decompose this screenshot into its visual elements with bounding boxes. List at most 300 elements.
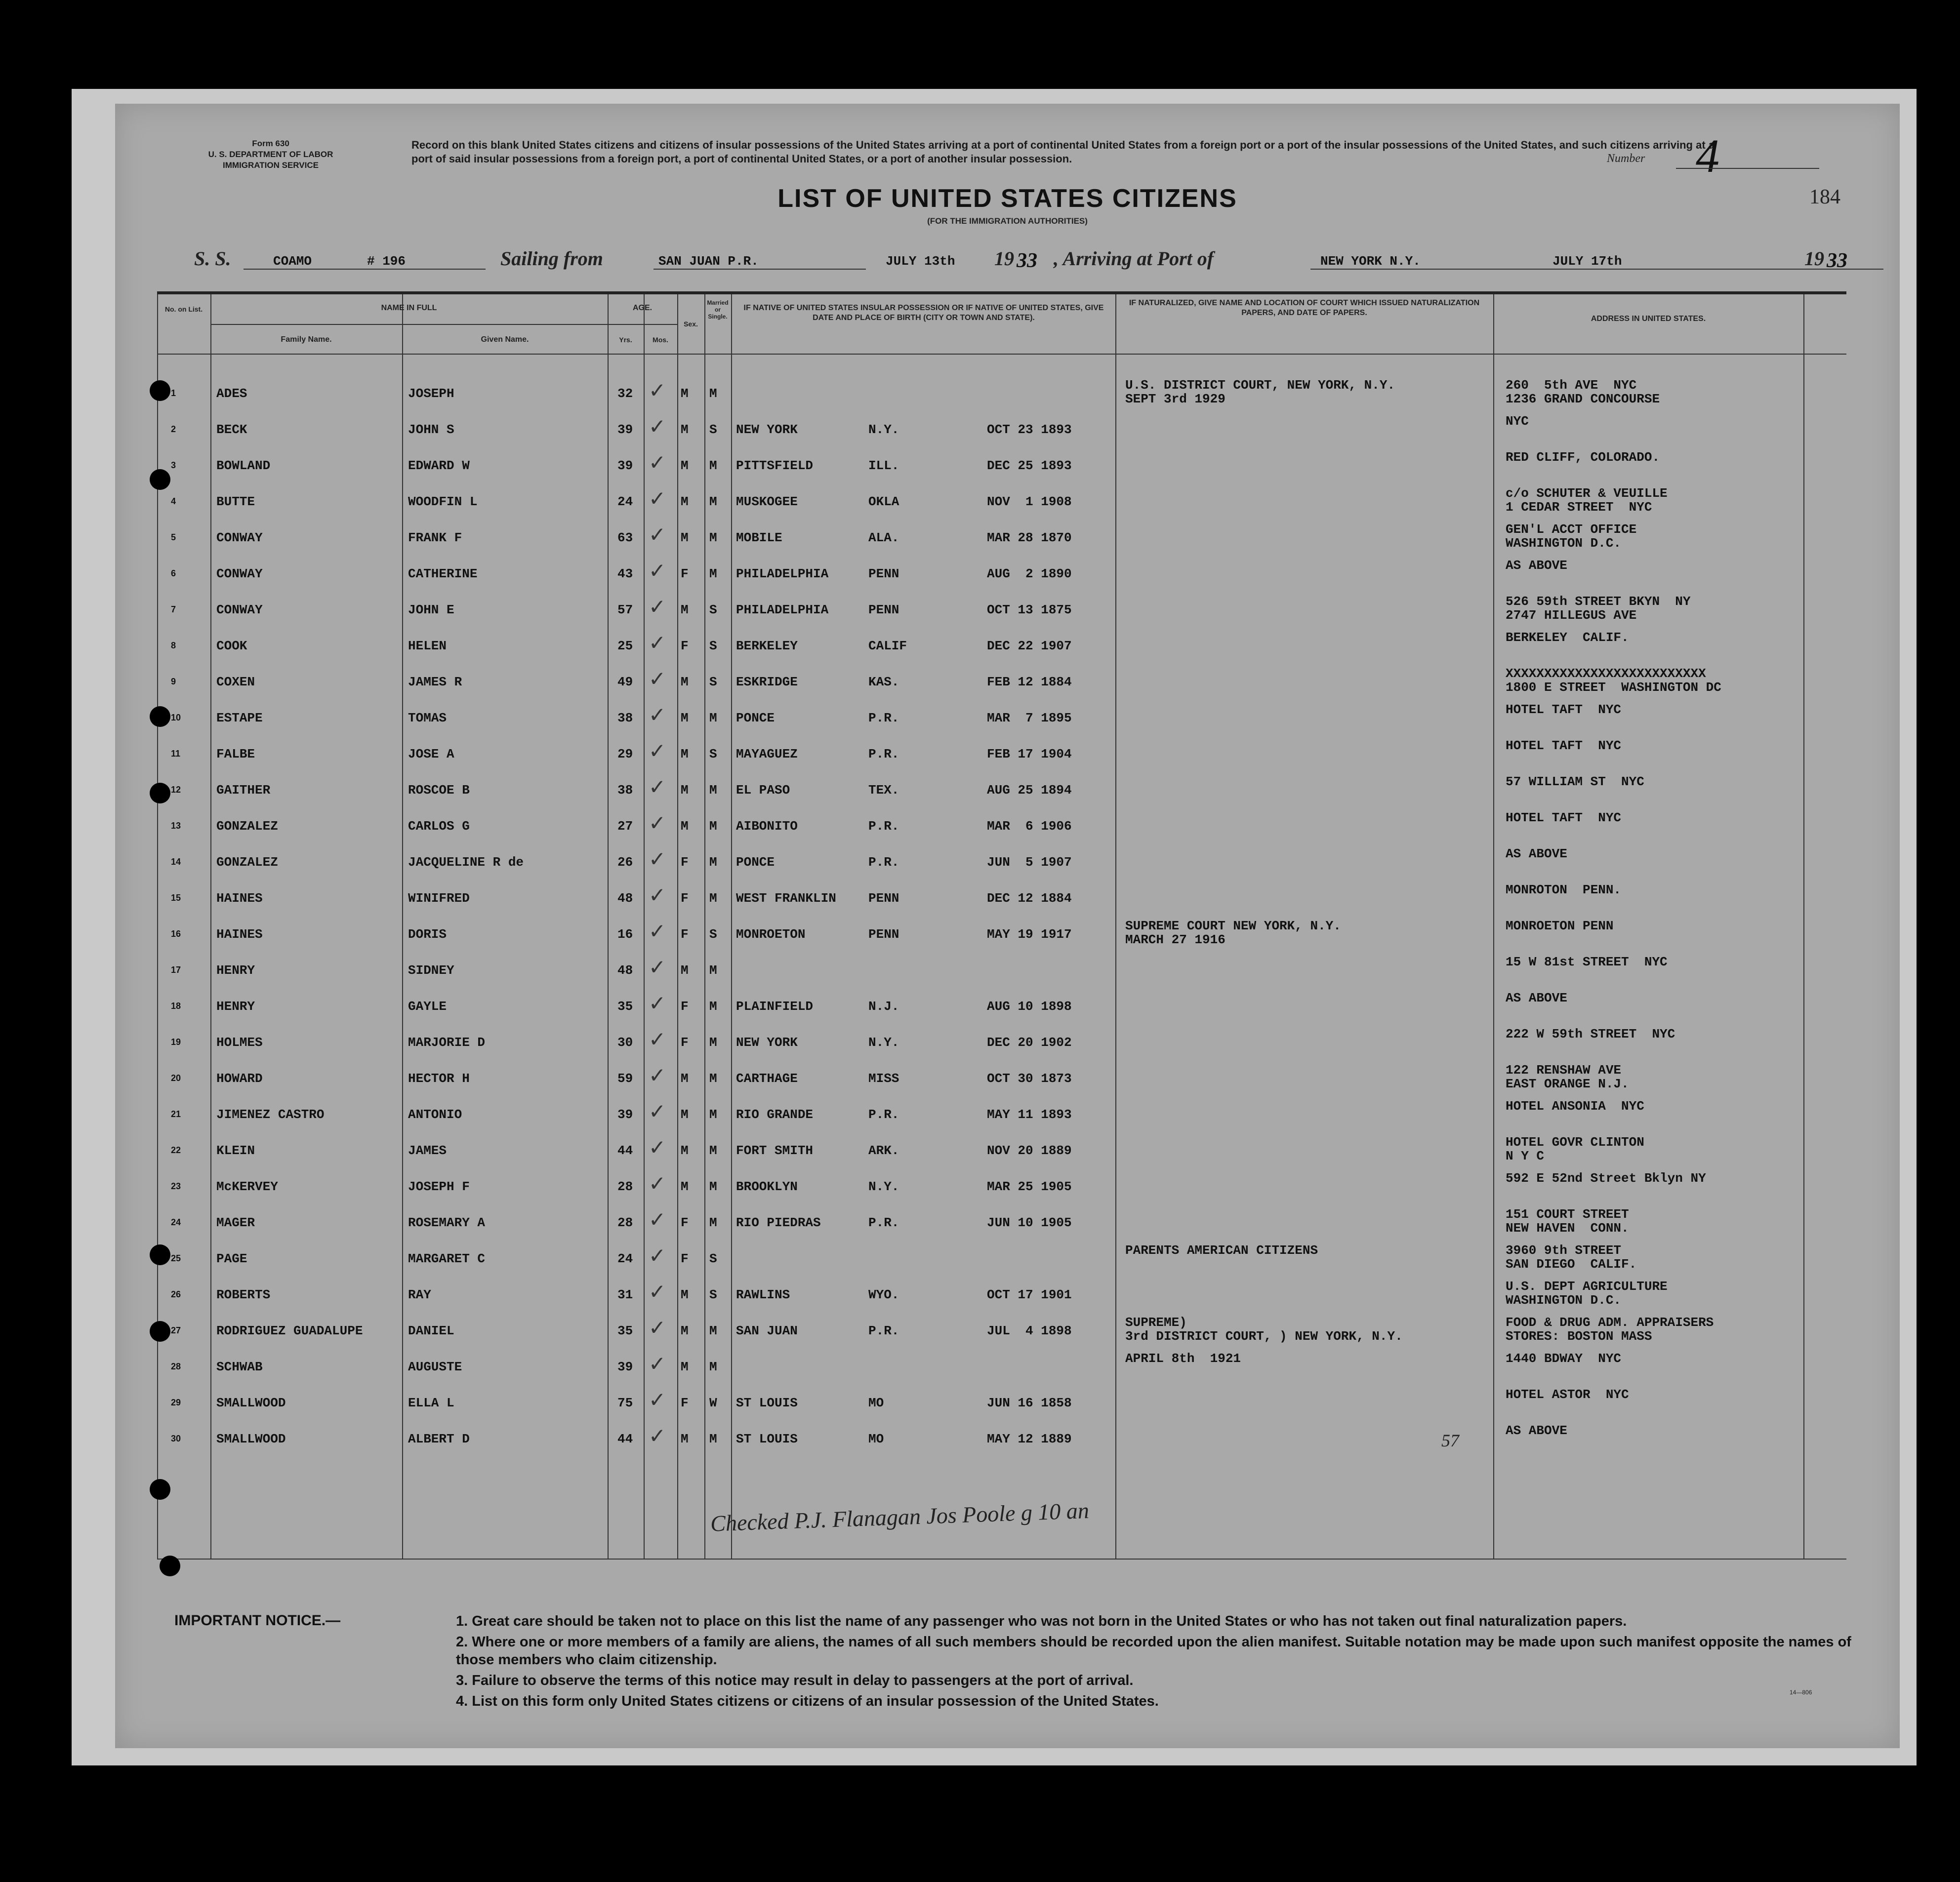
row-number: 6	[171, 568, 176, 578]
birth-date: MAR 6 1906	[987, 819, 1072, 834]
passenger-table	[157, 291, 1846, 1559]
marital-status: S	[709, 1251, 717, 1266]
marital-status: M	[709, 458, 717, 473]
punch-hole	[150, 783, 170, 803]
address: XXXXXXXXXXXXXXXXXXXXXXXXXX 1800 E STREET WASHINGTON DC	[1506, 666, 1721, 695]
address: AS ABOVE	[1506, 558, 1567, 573]
birth-date: JUN 10 1905	[987, 1215, 1072, 1230]
sex: M	[681, 458, 689, 473]
birth-city: MOBILE	[736, 530, 782, 545]
age-years: 31	[617, 1287, 633, 1302]
number-label: Number	[1607, 152, 1645, 165]
given-name: MARJORIE D	[408, 1035, 486, 1050]
table-row	[157, 842, 1846, 878]
table-row	[157, 1347, 1846, 1383]
row-number: 15	[171, 893, 181, 903]
age-years: 27	[617, 819, 633, 834]
birth-date: MAR 7 1895	[987, 711, 1072, 725]
marital-status: S	[709, 927, 717, 942]
family-name: RODRIGUEZ GUADALUPE	[216, 1323, 363, 1338]
marital-status: S	[709, 602, 717, 617]
ship-name: COAMO	[273, 254, 312, 269]
row-number: 25	[171, 1253, 181, 1263]
family-name: BECK	[216, 422, 247, 437]
row-number: 12	[171, 785, 181, 795]
row-number: 14	[171, 857, 181, 867]
birth-state: PENN	[868, 602, 899, 617]
sex: M	[681, 386, 689, 401]
birth-state: N.Y.	[868, 422, 899, 437]
age-years: 26	[617, 855, 633, 870]
sex: M	[681, 1143, 689, 1158]
given-name: WINIFRED	[408, 891, 470, 906]
marital-status: M	[709, 1143, 717, 1158]
age-years: 25	[617, 639, 633, 653]
family-name: SMALLWOOD	[216, 1396, 286, 1410]
table-row	[157, 662, 1846, 698]
check-mark-icon: ✓	[649, 740, 666, 763]
birth-city: CARTHAGE	[736, 1071, 798, 1086]
departure-year: 33	[1017, 249, 1037, 272]
row-number: 13	[171, 821, 181, 831]
given-name: JOHN S	[408, 422, 454, 437]
birth-date: AUG 10 1898	[987, 999, 1072, 1014]
table-row	[157, 770, 1846, 806]
address: GEN'L ACCT OFFICE WASHINGTON D.C.	[1506, 522, 1637, 551]
marital-status: M	[709, 1035, 717, 1050]
marital-status: M	[709, 494, 717, 509]
birth-date: JUL 4 1898	[987, 1323, 1072, 1338]
sex: M	[681, 494, 689, 509]
family-name: GAITHER	[216, 783, 271, 798]
number-underline	[1676, 168, 1819, 169]
given-name: JACQUELINE R de	[408, 855, 524, 870]
punch-hole	[150, 1479, 170, 1500]
given-name: WOODFIN L	[408, 494, 478, 509]
family-name: HAINES	[216, 891, 263, 906]
birth-city: PHILADELPHIA	[736, 566, 829, 581]
marital-status: W	[709, 1396, 717, 1410]
check-mark-icon: ✓	[649, 1317, 666, 1340]
birth-city: RIO GRANDE	[736, 1107, 814, 1122]
address: U.S. DEPT AGRICULTURE WASHINGTON D.C.	[1506, 1279, 1668, 1308]
check-mark-icon: ✓	[649, 1245, 666, 1268]
print-code: 14—806	[1790, 1689, 1812, 1696]
given-name: FRANK F	[408, 530, 462, 545]
birth-date: MAR 25 1905	[987, 1179, 1072, 1194]
birth-state: TEX.	[868, 783, 899, 798]
birth-state: OKLA	[868, 494, 899, 509]
table-body	[157, 373, 1846, 1509]
check-mark-icon: ✓	[649, 1173, 666, 1196]
age-years: 48	[617, 963, 633, 978]
birth-city: MAYAGUEZ	[736, 747, 798, 761]
birth-city: ST LOUIS	[736, 1432, 798, 1446]
departure-underline	[653, 269, 866, 270]
birth-date: MAY 12 1889	[987, 1432, 1072, 1446]
marital-status: M	[709, 1215, 717, 1230]
check-mark-icon: ✓	[649, 1281, 666, 1304]
marital-status: S	[709, 675, 717, 689]
marital-status: M	[709, 855, 717, 870]
age-years: 28	[617, 1215, 633, 1230]
given-name: ROSEMARY A	[408, 1215, 486, 1230]
family-name: CONWAY	[216, 602, 263, 617]
birth-state: P.R.	[868, 819, 899, 834]
check-mark-icon: ✓	[649, 1101, 666, 1123]
family-name: HENRY	[216, 999, 255, 1014]
age-years: 38	[617, 783, 633, 798]
marital-status: S	[709, 422, 717, 437]
birth-date: FEB 12 1884	[987, 675, 1072, 689]
birth-state: PENN	[868, 566, 899, 581]
given-name: JAMES	[408, 1143, 447, 1158]
address: 57 WILLIAM ST NYC	[1506, 774, 1644, 789]
table-row	[157, 409, 1846, 445]
birth-state: MO	[868, 1432, 884, 1446]
sailing-label: Sailing from	[500, 247, 603, 270]
row-number: 21	[171, 1109, 181, 1119]
birth-date: JUN 5 1907	[987, 855, 1072, 870]
given-name: ELLA L	[408, 1396, 454, 1410]
address: RED CLIFF, COLORADO.	[1506, 450, 1660, 465]
family-name: HOWARD	[216, 1071, 263, 1086]
header-address: ADDRESS IN UNITED STATES.	[1591, 315, 1706, 323]
birth-date: OCT 13 1875	[987, 602, 1072, 617]
table-row	[157, 1202, 1846, 1239]
notice-label: IMPORTANT NOTICE.—	[174, 1612, 341, 1629]
family-name: HENRY	[216, 963, 255, 978]
birth-date: MAY 19 1917	[987, 927, 1072, 942]
table-row	[157, 590, 1846, 626]
birth-date: DEC 12 1884	[987, 891, 1072, 906]
check-mark-icon: ✓	[649, 380, 666, 402]
age-years: 24	[617, 494, 633, 509]
age-years: 63	[617, 530, 633, 545]
check-mark-icon: ✓	[649, 1065, 666, 1087]
table-row	[157, 698, 1846, 734]
row-number: 17	[171, 965, 181, 975]
check-mark-icon: ✓	[649, 1137, 666, 1160]
row-number: 10	[171, 713, 181, 722]
family-name: HOLMES	[216, 1035, 263, 1050]
address: 526 59th STREET BKYN NY 2747 HILLEGUS AVE	[1506, 594, 1691, 623]
age-years: 49	[617, 675, 633, 689]
birth-city: ESKRIDGE	[736, 675, 798, 689]
table-row	[157, 878, 1846, 914]
check-mark-icon: ✓	[649, 993, 666, 1015]
department-name: U. S. DEPARTMENT OF LABOR	[208, 150, 333, 159]
birth-date: JUN 16 1858	[987, 1396, 1072, 1410]
check-mark-icon: ✓	[649, 1209, 666, 1232]
table-row	[157, 734, 1846, 770]
marital-status: M	[709, 891, 717, 906]
age-years: 57	[617, 602, 633, 617]
table-row	[157, 626, 1846, 662]
age-years: 30	[617, 1035, 633, 1050]
marital-status: M	[709, 1432, 717, 1446]
age-years: 39	[617, 458, 633, 473]
address: 260 5th AVE NYC 1236 GRAND CONCOURSE	[1506, 378, 1660, 406]
header-family-name: Family Name.	[281, 335, 332, 344]
sex: F	[681, 639, 689, 653]
header-naturalization: IF NATURALIZED, GIVE NAME AND LOCATION OF COURT WHICH ISSUED NATURALIZATION PAPERS, AND DATE OF PAPERS.	[1129, 299, 1480, 317]
check-mark-icon: ✓	[649, 848, 666, 871]
sex: M	[681, 747, 689, 761]
family-name: ESTAPE	[216, 711, 263, 725]
family-name: JIMENEZ CASTRO	[216, 1107, 325, 1122]
list-number: 4	[1696, 129, 1719, 182]
voyage-line	[194, 247, 1883, 277]
table-row	[157, 950, 1846, 986]
sex: F	[681, 1251, 689, 1266]
notice-item-3: 3. Failure to observe the terms of this notice may result in delay to passengers at the port of arrival.	[456, 1673, 1134, 1688]
row-number: 18	[171, 1001, 181, 1011]
ship-underline	[244, 269, 486, 270]
birth-city: NEW YORK	[736, 1035, 798, 1050]
marital-status: M	[709, 1179, 717, 1194]
address: HOTEL TAFT NYC	[1506, 810, 1622, 825]
notice-item-2: 2. Where one or more members of a family are aliens, the names of all such members should be recorded upon the alien manifest. Suitable notation may be made upon such manifest opposite the names of those members who claim citizenship.	[456, 1634, 1851, 1668]
birth-city: BROOKLYN	[736, 1179, 798, 1194]
age-years: 39	[617, 1107, 633, 1122]
margin-note: 57	[1441, 1431, 1459, 1450]
marital-status: M	[709, 530, 717, 545]
family-name: FALBE	[216, 747, 255, 761]
marital-status: M	[709, 566, 717, 581]
check-mark-icon: ✓	[649, 668, 666, 691]
given-name: TOMAS	[408, 711, 447, 725]
naturalization-court: APRIL 8th 1921	[1125, 1351, 1241, 1366]
sex: M	[681, 1287, 689, 1302]
sex: M	[681, 783, 689, 798]
row-number: 7	[171, 604, 176, 614]
header-sex: Sex.	[684, 320, 698, 328]
birth-state: KAS.	[868, 675, 899, 689]
sex: M	[681, 1323, 689, 1338]
sex: F	[681, 927, 689, 942]
age-years: 16	[617, 927, 633, 942]
birth-city: FORT SMITH	[736, 1143, 814, 1158]
birth-state: P.R.	[868, 1323, 899, 1338]
birth-state: ARK.	[868, 1143, 899, 1158]
birth-city: AIBONITO	[736, 819, 798, 834]
birth-state: P.R.	[868, 711, 899, 725]
family-name: BUTTE	[216, 494, 255, 509]
table-row	[157, 1166, 1846, 1202]
given-name: JOSE A	[408, 747, 454, 761]
age-years: 44	[617, 1432, 633, 1446]
age-years: 39	[617, 422, 633, 437]
sex: M	[681, 1071, 689, 1086]
row-number: 29	[171, 1398, 181, 1407]
sex: M	[681, 819, 689, 834]
row-number: 8	[171, 641, 176, 650]
row-number: 16	[171, 929, 181, 939]
birth-date: OCT 30 1873	[987, 1071, 1072, 1086]
marital-status: M	[709, 1360, 717, 1374]
birth-date: OCT 17 1901	[987, 1287, 1072, 1302]
sex: F	[681, 999, 689, 1014]
check-mark-icon: ✓	[649, 1389, 666, 1412]
ss-label: S. S.	[194, 247, 231, 270]
check-mark-icon: ✓	[649, 488, 666, 511]
given-name: HELEN	[408, 639, 447, 653]
birth-date: NOV 20 1889	[987, 1143, 1072, 1158]
table-row	[157, 806, 1846, 842]
sex: M	[681, 530, 689, 545]
header-age: AGE.	[632, 304, 653, 312]
age-years: 35	[617, 1323, 633, 1338]
naturalization-court: U.S. DISTRICT COURT, NEW YORK, N.Y. SEPT 3rd 1929	[1125, 378, 1395, 406]
table-row	[157, 1094, 1846, 1130]
birth-city: SAN JUAN	[736, 1323, 798, 1338]
age-years: 38	[617, 711, 633, 725]
marital-status: S	[709, 639, 717, 653]
birth-city: PONCE	[736, 855, 775, 870]
marital-status: M	[709, 1071, 717, 1086]
given-name: ROSCOE B	[408, 783, 470, 798]
given-name: CARLOS G	[408, 819, 470, 834]
birth-state: MISS	[868, 1071, 899, 1086]
punch-hole	[150, 469, 170, 490]
birth-state: P.R.	[868, 855, 899, 870]
family-name: McKERVEY	[216, 1179, 278, 1194]
age-years: 44	[617, 1143, 633, 1158]
table-row	[157, 518, 1846, 554]
given-name: HECTOR H	[408, 1071, 470, 1086]
address: 3960 9th STREET SAN DIEGO CALIF.	[1506, 1243, 1637, 1272]
birth-state: P.R.	[868, 1215, 899, 1230]
birth-city: ST LOUIS	[736, 1396, 798, 1410]
row-number: 22	[171, 1145, 181, 1155]
address: MONROETON PENN	[1506, 919, 1614, 933]
table-row	[157, 554, 1846, 590]
row-number: 27	[171, 1325, 181, 1335]
marital-status: S	[709, 1287, 717, 1302]
row-number: 2	[171, 424, 176, 434]
sex: M	[681, 1179, 689, 1194]
check-mark-icon: ✓	[649, 884, 666, 907]
header-birth-place: IF NATIVE OF UNITED STATES INSULAR POSSESSION OR IF NATIVE OF UNITED STATES, GIVE DATE AND PLACE OF BIRTH (CITY OR TOWN AND STATE).	[743, 304, 1104, 322]
address: c/o SCHUTER & VEUILLE 1 CEDAR STREET NYC	[1506, 486, 1668, 515]
sex: M	[681, 422, 689, 437]
family-name: GONZALEZ	[216, 855, 278, 870]
given-name: ANTONIO	[408, 1107, 462, 1122]
age-years: 48	[617, 891, 633, 906]
table-row	[157, 1275, 1846, 1311]
address: AS ABOVE	[1506, 1423, 1567, 1438]
form-identifier	[167, 138, 374, 171]
arrival-year: 33	[1827, 249, 1847, 272]
page-number: 184	[1809, 186, 1840, 208]
check-mark-icon: ✓	[649, 921, 666, 943]
punch-hole	[150, 380, 170, 401]
family-name: PAGE	[216, 1251, 247, 1266]
arrival-date: JULY 17th	[1552, 254, 1622, 269]
header-married-single: Married or Single.	[707, 299, 729, 320]
birth-state: MO	[868, 1396, 884, 1410]
table-row	[157, 1130, 1846, 1166]
header-name-in-full: NAME IN FULL	[381, 304, 437, 312]
given-name: AUGUSTE	[408, 1360, 462, 1374]
birth-state: ILL.	[868, 458, 899, 473]
row-number: 26	[171, 1289, 181, 1299]
check-mark-icon: ✓	[649, 452, 666, 475]
birth-date: NOV 1 1908	[987, 494, 1072, 509]
birth-state: WYO.	[868, 1287, 899, 1302]
check-mark-icon: ✓	[649, 416, 666, 439]
birth-city: MUSKOGEE	[736, 494, 798, 509]
address: AS ABOVE	[1506, 991, 1567, 1005]
marital-status: M	[709, 711, 717, 725]
sex: F	[681, 566, 689, 581]
given-name: MARGARET C	[408, 1251, 486, 1266]
family-name: KLEIN	[216, 1143, 255, 1158]
row-number: 20	[171, 1073, 181, 1083]
age-subheader-rule	[608, 324, 677, 325]
birth-city: WEST FRANKLIN	[736, 891, 836, 906]
check-mark-icon: ✓	[649, 957, 666, 979]
sex: M	[681, 963, 689, 978]
age-years: 59	[617, 1071, 633, 1086]
birth-city: PITTSFIELD	[736, 458, 814, 473]
family-name: SMALLWOOD	[216, 1432, 286, 1446]
address: AS ABOVE	[1506, 846, 1567, 861]
table-row	[157, 373, 1846, 409]
row-number: 11	[171, 749, 181, 759]
table-bottom-rule	[157, 1559, 1846, 1560]
departure-year-prefix: 19	[994, 247, 1014, 270]
sex: F	[681, 1215, 689, 1230]
row-number: 23	[171, 1181, 181, 1191]
page-title: LIST OF UNITED STATES CITIZENS	[777, 184, 1237, 213]
address: 592 E 52nd Street Bklyn NY	[1506, 1171, 1706, 1186]
sex: M	[681, 602, 689, 617]
age-years: 24	[617, 1251, 633, 1266]
page-subtitle: (FOR THE IMMIGRATION AUTHORITIES)	[927, 216, 1088, 226]
table-row	[157, 914, 1846, 950]
sex: M	[681, 711, 689, 725]
marital-status: M	[709, 1107, 717, 1122]
birth-date: DEC 20 1902	[987, 1035, 1072, 1050]
family-name: COOK	[216, 639, 247, 653]
check-mark-icon: ✓	[649, 596, 666, 619]
header-no: No. on List.	[164, 305, 203, 313]
address: 222 W 59th STREET NYC	[1506, 1027, 1675, 1041]
naturalization-court: SUPREME) 3rd DISTRICT COURT, ) NEW YORK, N.Y.	[1125, 1315, 1403, 1344]
birth-city: BERKELEY	[736, 639, 798, 653]
punch-hole	[150, 706, 170, 727]
birth-date: AUG 25 1894	[987, 783, 1072, 798]
voyage-number: # 196	[367, 254, 406, 269]
document-sheet	[72, 89, 1917, 1765]
birth-city: PLAINFIELD	[736, 999, 814, 1014]
notice-item-1: 1. Great care should be taken not to place on this list the name of any passenger who was not born in the United States or who has not taken out final naturalization papers.	[456, 1613, 1627, 1629]
table-row	[157, 986, 1846, 1022]
age-years: 75	[617, 1396, 633, 1410]
address: 151 COURT STREET NEW HAVEN CONN.	[1506, 1207, 1629, 1236]
form-page	[115, 104, 1900, 1748]
sex: M	[681, 1432, 689, 1446]
sex: F	[681, 1035, 689, 1050]
arriving-label: , Arriving at Port of	[1054, 247, 1214, 270]
given-name: JOSEPH	[408, 386, 454, 401]
age-years: 29	[617, 747, 633, 761]
birth-date: DEC 22 1907	[987, 639, 1072, 653]
birth-date: DEC 25 1893	[987, 458, 1072, 473]
birth-city: PHILADELPHIA	[736, 602, 829, 617]
